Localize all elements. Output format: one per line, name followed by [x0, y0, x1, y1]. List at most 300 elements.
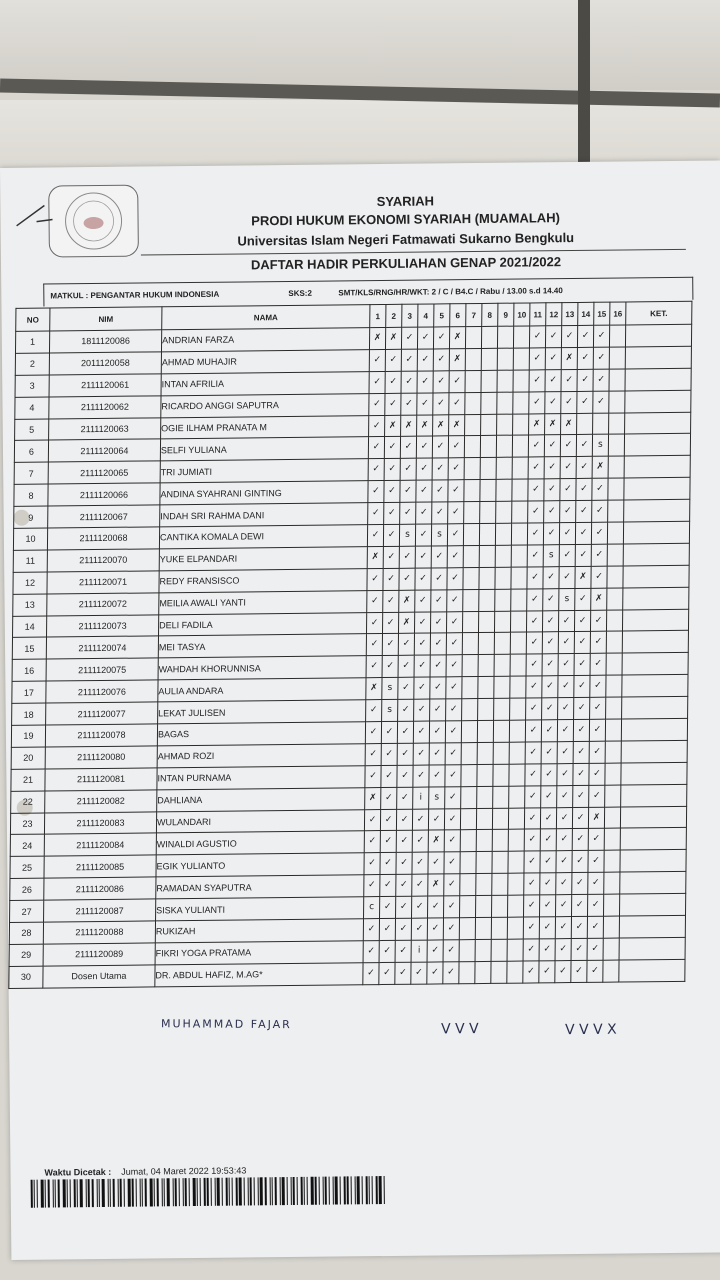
attendance-mark	[497, 326, 513, 348]
attendance-mark	[513, 326, 529, 348]
col-header-nama: NAMA	[162, 305, 370, 330]
student-name: INTAN AFRILIA	[161, 371, 369, 395]
attendance-mark: ✓	[429, 743, 445, 765]
attendance-mark: ✗	[529, 413, 545, 435]
attendance-mark: ✓	[575, 544, 591, 566]
attendance-mark: s	[382, 700, 398, 722]
print-timestamp	[44, 1165, 246, 1177]
barcode-bar	[376, 1176, 378, 1204]
attendance-mark	[606, 675, 622, 697]
row-number: 18	[12, 703, 46, 725]
barcode-bar	[197, 1178, 198, 1206]
attendance-mark: ✓	[588, 872, 604, 894]
attendance-mark: ✓	[383, 546, 399, 568]
attendance-mark	[608, 478, 624, 500]
attendance-mark: ✓	[447, 589, 463, 611]
attendance-mark: ✗	[398, 612, 414, 634]
attendance-mark	[494, 655, 510, 677]
attendance-mark: ✓	[428, 808, 444, 830]
attendance-mark	[475, 961, 491, 983]
barcode-bar	[325, 1177, 327, 1205]
attendance-mark: ✓	[558, 676, 574, 698]
attendance-mark: ✓	[542, 676, 558, 698]
attendance-mark: ✓	[545, 326, 561, 348]
attendance-mark: ✓	[576, 500, 592, 522]
barcode-bar	[335, 1177, 338, 1205]
barcode-bar	[92, 1179, 94, 1207]
student-name: DR. ABDUL HAFIZ, M.AG*	[155, 963, 363, 987]
attendance-mark: ✓	[576, 479, 592, 501]
attendance-mark: ✓	[367, 568, 383, 590]
attendance-mark: ✓	[573, 741, 589, 763]
attendance-mark: ✗	[417, 415, 433, 437]
row-number: 3	[15, 375, 49, 397]
student-name: REDY FRANSISCO	[159, 568, 367, 592]
barcode-bar	[179, 1178, 180, 1206]
attendance-mark: ✓	[571, 938, 587, 960]
barcode-bar	[31, 1180, 33, 1208]
barcode-bar	[136, 1179, 137, 1207]
col-header-day: 10	[514, 303, 530, 326]
student-name: DAHLIANA	[157, 787, 365, 811]
barcode-bar	[226, 1178, 228, 1206]
attendance-mark: ✓	[385, 371, 401, 393]
ket-cell	[621, 740, 687, 763]
attendance-mark	[509, 742, 525, 764]
attendance-mark: ✗	[561, 347, 577, 369]
attendance-mark: ✓	[561, 391, 577, 413]
print-date: Jumat, 04 Maret 2022 19:53:43	[121, 1165, 247, 1177]
attendance-mark	[513, 370, 529, 392]
attendance-mark: s	[399, 524, 415, 546]
attendance-mark	[492, 895, 508, 917]
barcode-bar	[189, 1178, 190, 1206]
attendance-mark	[475, 939, 491, 961]
row-number: 14	[13, 616, 47, 638]
attendance-mark: ✓	[381, 721, 397, 743]
attendance-mark	[609, 391, 625, 413]
student-nim: 2111120084	[44, 833, 156, 856]
attendance-mark: ✓	[411, 918, 427, 940]
barcode-bar	[74, 1179, 76, 1207]
attendance-mark: ✓	[543, 566, 559, 588]
attendance-mark: ✓	[443, 918, 459, 940]
barcode-bar	[70, 1179, 71, 1207]
attendance-mark: ✓	[428, 896, 444, 918]
attendance-mark: i	[413, 787, 429, 809]
attendance-mark	[462, 611, 478, 633]
attendance-mark: ✓	[525, 786, 541, 808]
attendance-mark	[607, 544, 623, 566]
attendance-mark	[604, 872, 620, 894]
attendance-mark: ✓	[559, 566, 575, 588]
attendance-mark	[510, 698, 526, 720]
student-name: LEKAT JULISEN	[158, 700, 366, 724]
attendance-mark: ✓	[433, 327, 449, 349]
attendance-mark: ✗	[401, 415, 417, 437]
attendance-mark: ✓	[445, 721, 461, 743]
attendance-mark: ✓	[524, 851, 540, 873]
attendance-mark: ✓	[572, 807, 588, 829]
attendance-mark	[460, 874, 476, 896]
attendance-mark	[476, 808, 492, 830]
attendance-mark	[604, 807, 620, 829]
student-name: WINALDI AGUSTIO	[156, 831, 364, 855]
ket-cell	[621, 784, 687, 807]
student-nim: 2111120077	[46, 702, 158, 725]
attendance-mark	[460, 896, 476, 918]
ket-cell	[625, 412, 691, 435]
attendance-mark	[461, 742, 477, 764]
col-header-day: 6	[450, 304, 466, 327]
attendance-mark: ✓	[427, 962, 443, 984]
ket-cell	[620, 872, 686, 895]
row-number: 25	[10, 856, 44, 878]
attendance-mark	[476, 830, 492, 852]
header-university: Universitas Islam Negeri Fatmawati Sukarno Bengkulu	[237, 229, 575, 249]
barcode-bar	[244, 1177, 245, 1205]
attendance-mark	[459, 940, 475, 962]
attendance-mark: ✓	[555, 960, 571, 982]
attendance-mark	[491, 961, 507, 983]
course-credits: SKS:2	[288, 288, 312, 298]
row-number: 6	[14, 440, 48, 462]
barcode-bar	[45, 1180, 46, 1208]
attendance-mark: ✓	[589, 763, 605, 785]
attendance-mark: ✓	[364, 875, 380, 897]
student-nim: 2111120089	[43, 943, 155, 966]
attendance-mark	[508, 895, 524, 917]
attendance-mark: ✓	[445, 743, 461, 765]
attendance-mark	[512, 435, 528, 457]
attendance-mark: ✓	[528, 435, 544, 457]
attendance-mark: ✗	[545, 413, 561, 435]
attendance-mark: ✓	[576, 457, 592, 479]
attendance-mark	[497, 392, 513, 414]
attendance-mark: ✓	[379, 962, 395, 984]
col-header-day: 1	[370, 304, 386, 327]
attendance-mark: ✓	[556, 829, 572, 851]
attendance-mark	[464, 458, 480, 480]
student-name: INDAH SRI RAHMA DANI	[160, 503, 368, 527]
attendance-mark: ✗	[561, 413, 577, 435]
attendance-mark: ✓	[545, 391, 561, 413]
attendance-mark: ✓	[395, 918, 411, 940]
attendance-mark: ✓	[575, 522, 591, 544]
student-nim: Dosen Utama	[43, 965, 155, 988]
attendance-mark: ✓	[430, 699, 446, 721]
attendance-mark: ✗	[428, 830, 444, 852]
attendance-mark: ✓	[363, 919, 379, 941]
attendance-mark: ✓	[449, 392, 465, 414]
barcode-bar	[329, 1177, 330, 1205]
attendance-mark: ✓	[525, 742, 541, 764]
attendance-mark	[606, 610, 622, 632]
attendance-mark: s	[429, 787, 445, 809]
attendance-mark	[477, 786, 493, 808]
attendance-mark: ✓	[432, 502, 448, 524]
attendance-mark: ✓	[413, 743, 429, 765]
attendance-mark	[462, 655, 478, 677]
attendance-mark: ✓	[396, 874, 412, 896]
attendance-mark: ✓	[523, 917, 539, 939]
attendance-mark: ✓	[572, 851, 588, 873]
attendance-mark: ✗	[399, 590, 415, 612]
row-number: 16	[12, 659, 46, 681]
barcode-bar	[319, 1177, 320, 1205]
attendance-mark: ✓	[384, 437, 400, 459]
attendance-mark: ✓	[366, 700, 382, 722]
attendance-mark: ✓	[527, 523, 543, 545]
student-name: MEILIA AWALI YANTI	[159, 590, 367, 614]
attendance-mark: ✓	[430, 677, 446, 699]
attendance-mark: ✓	[443, 940, 459, 962]
student-nim: 2111120072	[47, 593, 159, 616]
col-header-day: 7	[466, 303, 482, 326]
student-name: ANDRIAN FARZA	[161, 328, 369, 352]
attendance-mark	[512, 501, 528, 523]
attendance-mark: ✓	[543, 588, 559, 610]
barcode-bar	[207, 1178, 209, 1206]
attendance-mark: ✓	[363, 941, 379, 963]
attendance-mark	[494, 611, 510, 633]
barcode-bar	[157, 1178, 159, 1206]
student-name: RAMADAN SYAPUTRA	[156, 875, 364, 899]
row-number: 7	[14, 462, 48, 484]
col-header-day: 15	[594, 302, 610, 325]
row-number: 28	[9, 922, 43, 944]
student-name: DELI FADILA	[159, 612, 367, 636]
attendance-mark: ✗	[449, 349, 465, 371]
attendance-mark: ✓	[559, 544, 575, 566]
attendance-mark	[481, 326, 497, 348]
attendance-mark: ✓	[556, 873, 572, 895]
attendance-mark: ✗	[365, 787, 381, 809]
barcode-bar	[34, 1180, 35, 1208]
attendance-mark	[462, 677, 478, 699]
attendance-mark: ✓	[540, 807, 556, 829]
barcode-bar	[164, 1178, 165, 1206]
attendance-mark	[511, 589, 527, 611]
attendance-mark	[463, 545, 479, 567]
student-name: MEI TASYA	[158, 634, 366, 658]
barcode-bar	[260, 1177, 263, 1205]
attendance-mark	[492, 873, 508, 895]
attendance-mark	[462, 699, 478, 721]
attendance-mark	[465, 348, 481, 370]
document-title: DAFTAR HADIR PERKULIAHAN GENAP 2021/2022	[250, 254, 562, 273]
attendance-mark: ✓	[593, 369, 609, 391]
ket-cell	[623, 565, 689, 588]
attendance-mark: ✗	[366, 678, 382, 700]
attendance-mark: ✗	[588, 807, 604, 829]
attendance-mark: ✓	[557, 763, 573, 785]
attendance-mark: s	[431, 524, 447, 546]
col-header-day: 14	[578, 302, 594, 325]
row-number: 8	[14, 484, 48, 506]
student-nim: 2111120068	[47, 527, 159, 550]
attendance-mark: ✓	[447, 546, 463, 568]
attendance-mark: ✓	[558, 610, 574, 632]
barcode-bar	[132, 1179, 134, 1207]
attendance-mark: ✓	[415, 590, 431, 612]
attendance-mark: ✓	[574, 654, 590, 676]
attendance-mark: ✓	[416, 436, 432, 458]
attendance-mark	[478, 655, 494, 677]
attendance-mark: ✓	[528, 501, 544, 523]
col-header-day: 13	[562, 302, 578, 325]
attendance-mark: ✓	[380, 853, 396, 875]
student-nim: 2111120085	[44, 855, 156, 878]
attendance-mark: ✓	[539, 961, 555, 983]
attendance-mark	[461, 764, 477, 786]
attendance-mark	[465, 326, 481, 348]
attendance-mark: ✓	[556, 807, 572, 829]
col-header-no: NO	[16, 308, 50, 331]
attendance-mark	[459, 961, 475, 983]
attendance-mark: ✓	[446, 699, 462, 721]
barcode-bar	[282, 1177, 285, 1205]
attendance-mark: ✓	[541, 720, 557, 742]
ket-cell	[622, 631, 688, 654]
attendance-mark: ✓	[431, 546, 447, 568]
attendance-mark: ✓	[443, 962, 459, 984]
attendance-mark	[605, 741, 621, 763]
attendance-mark: ✓	[444, 830, 460, 852]
student-nim: 2111120071	[47, 571, 159, 594]
row-number: 4	[15, 397, 49, 419]
attendance-mark: ✓	[433, 349, 449, 371]
student-nim: 2111120083	[44, 811, 156, 834]
attendance-mark: ✓	[572, 873, 588, 895]
col-header-nim: NIM	[50, 307, 162, 331]
student-name: WAHDAH KHORUNNISA	[158, 656, 366, 680]
attendance-mark: ✓	[525, 720, 541, 742]
student-nim: 2111120067	[48, 505, 160, 528]
attendance-mark	[577, 413, 593, 435]
attendance-mark: ✓	[366, 612, 382, 634]
attendance-mark: ✓	[401, 349, 417, 371]
attendance-mark: i	[411, 940, 427, 962]
student-nim: 2111120062	[49, 395, 161, 418]
col-header-day: 4	[418, 304, 434, 327]
attendance-mark	[609, 347, 625, 369]
attendance-mark: ✓	[396, 809, 412, 831]
attendance-mark: ✓	[545, 348, 561, 370]
student-name: ANDINA SYAHRANI GINTING	[160, 481, 368, 505]
course-name: MATKUL : PENGANTAR HUKUM INDONESIA	[50, 289, 220, 301]
ket-cell	[620, 806, 686, 829]
attendance-mark: ✓	[593, 347, 609, 369]
ket-cell	[625, 368, 691, 391]
attendance-mark: ✓	[590, 632, 606, 654]
barcode-bar	[236, 1178, 238, 1206]
barcode-bar	[37, 1180, 38, 1208]
attendance-mark: ✓	[592, 500, 608, 522]
attendance-mark: s	[382, 678, 398, 700]
attendance-mark: ✓	[577, 347, 593, 369]
ket-cell	[625, 324, 691, 347]
row-number: 9	[14, 506, 48, 528]
attendance-mark: ✓	[591, 544, 607, 566]
attendance-mark	[512, 457, 528, 479]
attendance-mark: ✓	[369, 393, 385, 415]
attendance-mark: ✓	[544, 501, 560, 523]
col-header-day: 3	[402, 304, 418, 327]
attendance-mark: ✓	[587, 938, 603, 960]
attendance-mark	[607, 522, 623, 544]
student-nim: 2111120075	[46, 658, 158, 681]
attendance-mark: ✗	[591, 588, 607, 610]
attendance-mark: s	[559, 588, 575, 610]
attendance-mark	[493, 764, 509, 786]
attendance-mark: ✓	[446, 633, 462, 655]
attendance-mark	[496, 501, 512, 523]
row-number: 30	[9, 966, 43, 988]
attendance-mark: ✓	[383, 524, 399, 546]
attendance-mark: ✓	[560, 501, 576, 523]
attendance-mark: ✓	[543, 523, 559, 545]
attendance-mark	[513, 348, 529, 370]
attendance-mark: ✓	[379, 918, 395, 940]
attendance-mark: ✓	[415, 568, 431, 590]
attendance-mark: ✓	[412, 896, 428, 918]
attendance-mark	[476, 852, 492, 874]
attendance-mark: ✓	[366, 656, 382, 678]
attendance-mark: ✓	[448, 480, 464, 502]
attendance-mark	[603, 960, 619, 982]
attendance-mark: ✓	[417, 371, 433, 393]
barcode-bar	[304, 1177, 305, 1205]
attendance-mark: ✓	[545, 369, 561, 391]
row-number: 19	[11, 725, 45, 747]
attendance-mark: ✓	[573, 763, 589, 785]
attendance-mark: ✓	[560, 479, 576, 501]
attendance-mark	[462, 633, 478, 655]
attendance-mark	[509, 720, 525, 742]
attendance-mark: ✓	[416, 502, 432, 524]
barcode-bar	[362, 1176, 363, 1204]
attendance-mark: ✓	[398, 677, 414, 699]
attendance-mark: ✓	[380, 897, 396, 919]
attendance-mark: ✓	[593, 325, 609, 347]
attendance-mark: ✓	[587, 960, 603, 982]
attendance-mark: ✓	[589, 785, 605, 807]
barcode-bar	[142, 1179, 143, 1207]
attendance-mark	[495, 545, 511, 567]
barcode-bar	[102, 1179, 105, 1207]
row-number: 27	[10, 900, 44, 922]
attendance-mark	[465, 370, 481, 392]
attendance-mark: ✓	[397, 787, 413, 809]
ket-cell	[622, 609, 688, 632]
barcode-bar	[48, 1180, 50, 1208]
attendance-mark: ✓	[560, 457, 576, 479]
attendance-mark: ✓	[544, 457, 560, 479]
attendance-mark	[607, 588, 623, 610]
attendance-mark: ✓	[526, 632, 542, 654]
ket-cell	[622, 653, 688, 676]
attendance-mark: ✓	[529, 326, 545, 348]
attendance-mark	[511, 567, 527, 589]
barcode-bar	[250, 1177, 252, 1205]
row-number: 10	[13, 528, 47, 550]
attendance-mark: ✓	[412, 852, 428, 874]
barcode-bar	[63, 1179, 66, 1207]
attendance-mark: ✓	[367, 590, 383, 612]
attendance-mark	[463, 589, 479, 611]
attendance-mark: ✓	[414, 633, 430, 655]
